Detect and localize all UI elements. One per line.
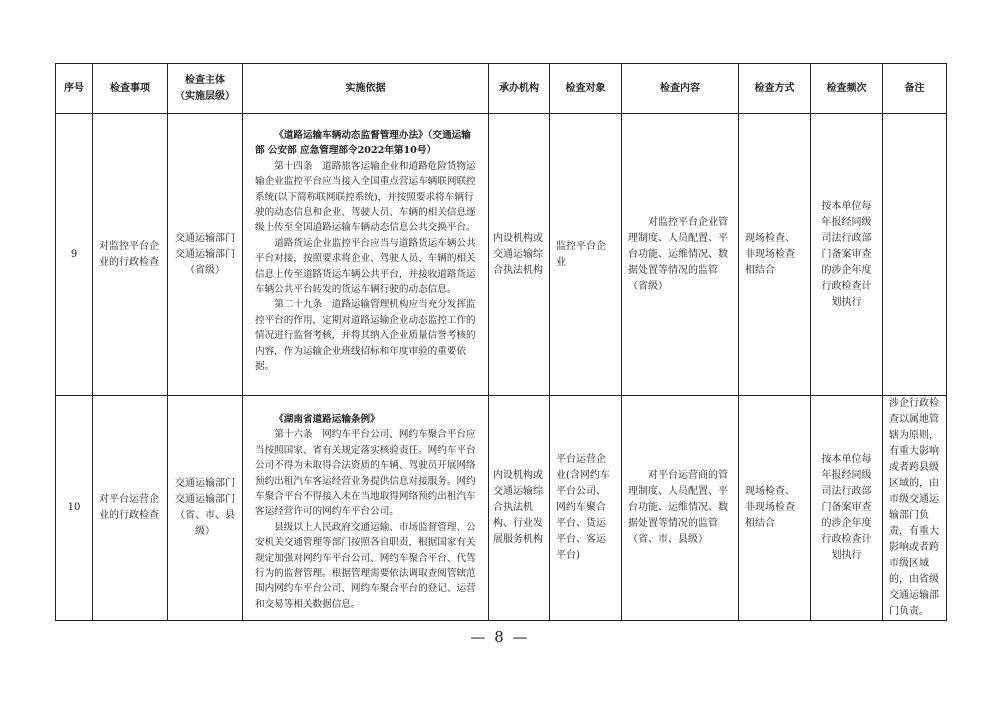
cell-target: 监控平台企业 (550, 114, 622, 396)
header-row (56, 64, 947, 114)
header-target: 检查对象 (550, 64, 622, 114)
cell-item: 对监控平台企业的行政检查 (93, 114, 168, 396)
table-row (56, 396, 947, 621)
cell-method: 现场检查、非现场检查相结合 (739, 114, 811, 396)
cell-basis (243, 396, 489, 621)
header-no: 序号 (56, 64, 93, 114)
cell-freq: 按本单位每年报经同级司法行政部门备案审查的涉企年度行政检查计划执行 (811, 396, 883, 621)
cell-no: 10 (56, 396, 93, 621)
basis-paragraph: 县级以上人民政府交通运输、市场监督管理、公安机关交通管理等部门按照各自职责，根据国家有关规定加强对网约车平台公司、网约车聚合平台、代驾行为的监督管理。根据管理需要依法调取查阅管辖范围内网约车平台公司、网约车聚合平台的登记、运营和交易等相关数据信息。 (255, 521, 476, 610)
cell-org: 内设机构或交通运输综合执法机构、行业发展服务机构 (489, 396, 550, 621)
table-row (56, 114, 947, 396)
inspection-table (55, 63, 947, 621)
cell-content: 对平台运营商的管理制度、人员配置、平台功能、运维情况、数据处置等情况的监管（省、市、县级） (622, 396, 739, 621)
header-basis: 实施依据 (243, 64, 489, 114)
basis-paragraph: 第十六条 网约车平台公司、网约车聚合平台应当按照国家、省有关规定落实核验责任。网约车平台公司不得为未取得合法资质的车辆、驾驶员开展网络预约出租汽车客运经营业务提供信息对接服务。网约车聚合平台不得接入未在当地取得网络预约出租汽车客运经营许可的网约车平台公司。 (255, 429, 476, 518)
header-org: 承办机构 (489, 64, 550, 114)
header-freq: 检查频次 (811, 64, 883, 114)
basis-paragraph: 第二十九条 道路运输管理机构应当充分发挥监控平台的作用，定期对道路运输企业动态监控工作的情况进行监督考核，并将其纳入企业质量信誉考核的内容，作为运输企业班线招标和年度审验的重要依据。 (255, 299, 476, 373)
basis-paragraph: 道路货运企业监控平台应当与道路货运车辆公共平台对接，按照要求将企业、驾驶人员、车辆的相关信息上传至道路货运车辆公共平台，并接收道路货运车辆公共平台转发的货运车辆行驶的动态信息。 (255, 237, 476, 296)
page-number: — 8 — (470, 628, 530, 646)
header-content: 检查内容 (622, 64, 739, 114)
header-note: 备注 (883, 64, 947, 114)
cell-target: 平台运营企业(含网约车平台公司、网约车聚合平台、货运平台、客运平台) (550, 396, 622, 621)
basis-law-title: 《道路运输车辆动态监督管理办法》（交通运输部 公安部 应急管理部令2022年第10号） (255, 130, 471, 157)
basis-paragraph: 第十四条 道路旅客运输企业和道路危险货物运输企业监控平台应当接入全国重点营运车辆联网联控系统(以下简称联网联控系统)，并按照要求将车辆行驶的动态信息和企业、驾驶人员、车辆的相关信息逐级上传至全国道路运输车辆动态信息公共交换平台。 (255, 160, 476, 234)
header-method: 检查方式 (739, 64, 811, 114)
cell-method: 现场检查、非现场检查相结合 (739, 396, 811, 621)
cell-freq: 按本单位每年报经同级司法行政部门备案审查的涉企年度行政检查计划执行 (811, 114, 883, 396)
cell-content: 对监控平台企业管理制度、人员配置、平台功能、运维情况、数据处置等情况的监管（省级） (622, 114, 739, 396)
cell-basis (243, 114, 489, 396)
header-subject-line1: 检查主体 (185, 74, 225, 86)
header-subject-line2: （实施层级） (175, 90, 235, 102)
cell-subject: 交通运输部门交通运输部门（省级） (168, 114, 243, 396)
cell-item: 对平台运营企业的行政检查 (93, 396, 168, 621)
basis-law-title: 《湖南省道路运输条例》 (274, 414, 380, 425)
cell-org: 内设机构或交通运输综合执法机构 (489, 114, 550, 396)
cell-note (883, 114, 947, 396)
header-subject (168, 64, 243, 114)
header-item: 检查事项 (93, 64, 168, 114)
cell-no: 9 (56, 114, 93, 396)
cell-subject: 交通运输部门交通运输部门（省、市、县级） (168, 396, 243, 621)
cell-note: 涉企行政检查以属地管辖为原则，有重大影响或者跨县级区域的，由市级交通运输部门负责，有重大影响或者跨市级区域的，由省级交通运输部门负责。 (883, 396, 947, 621)
